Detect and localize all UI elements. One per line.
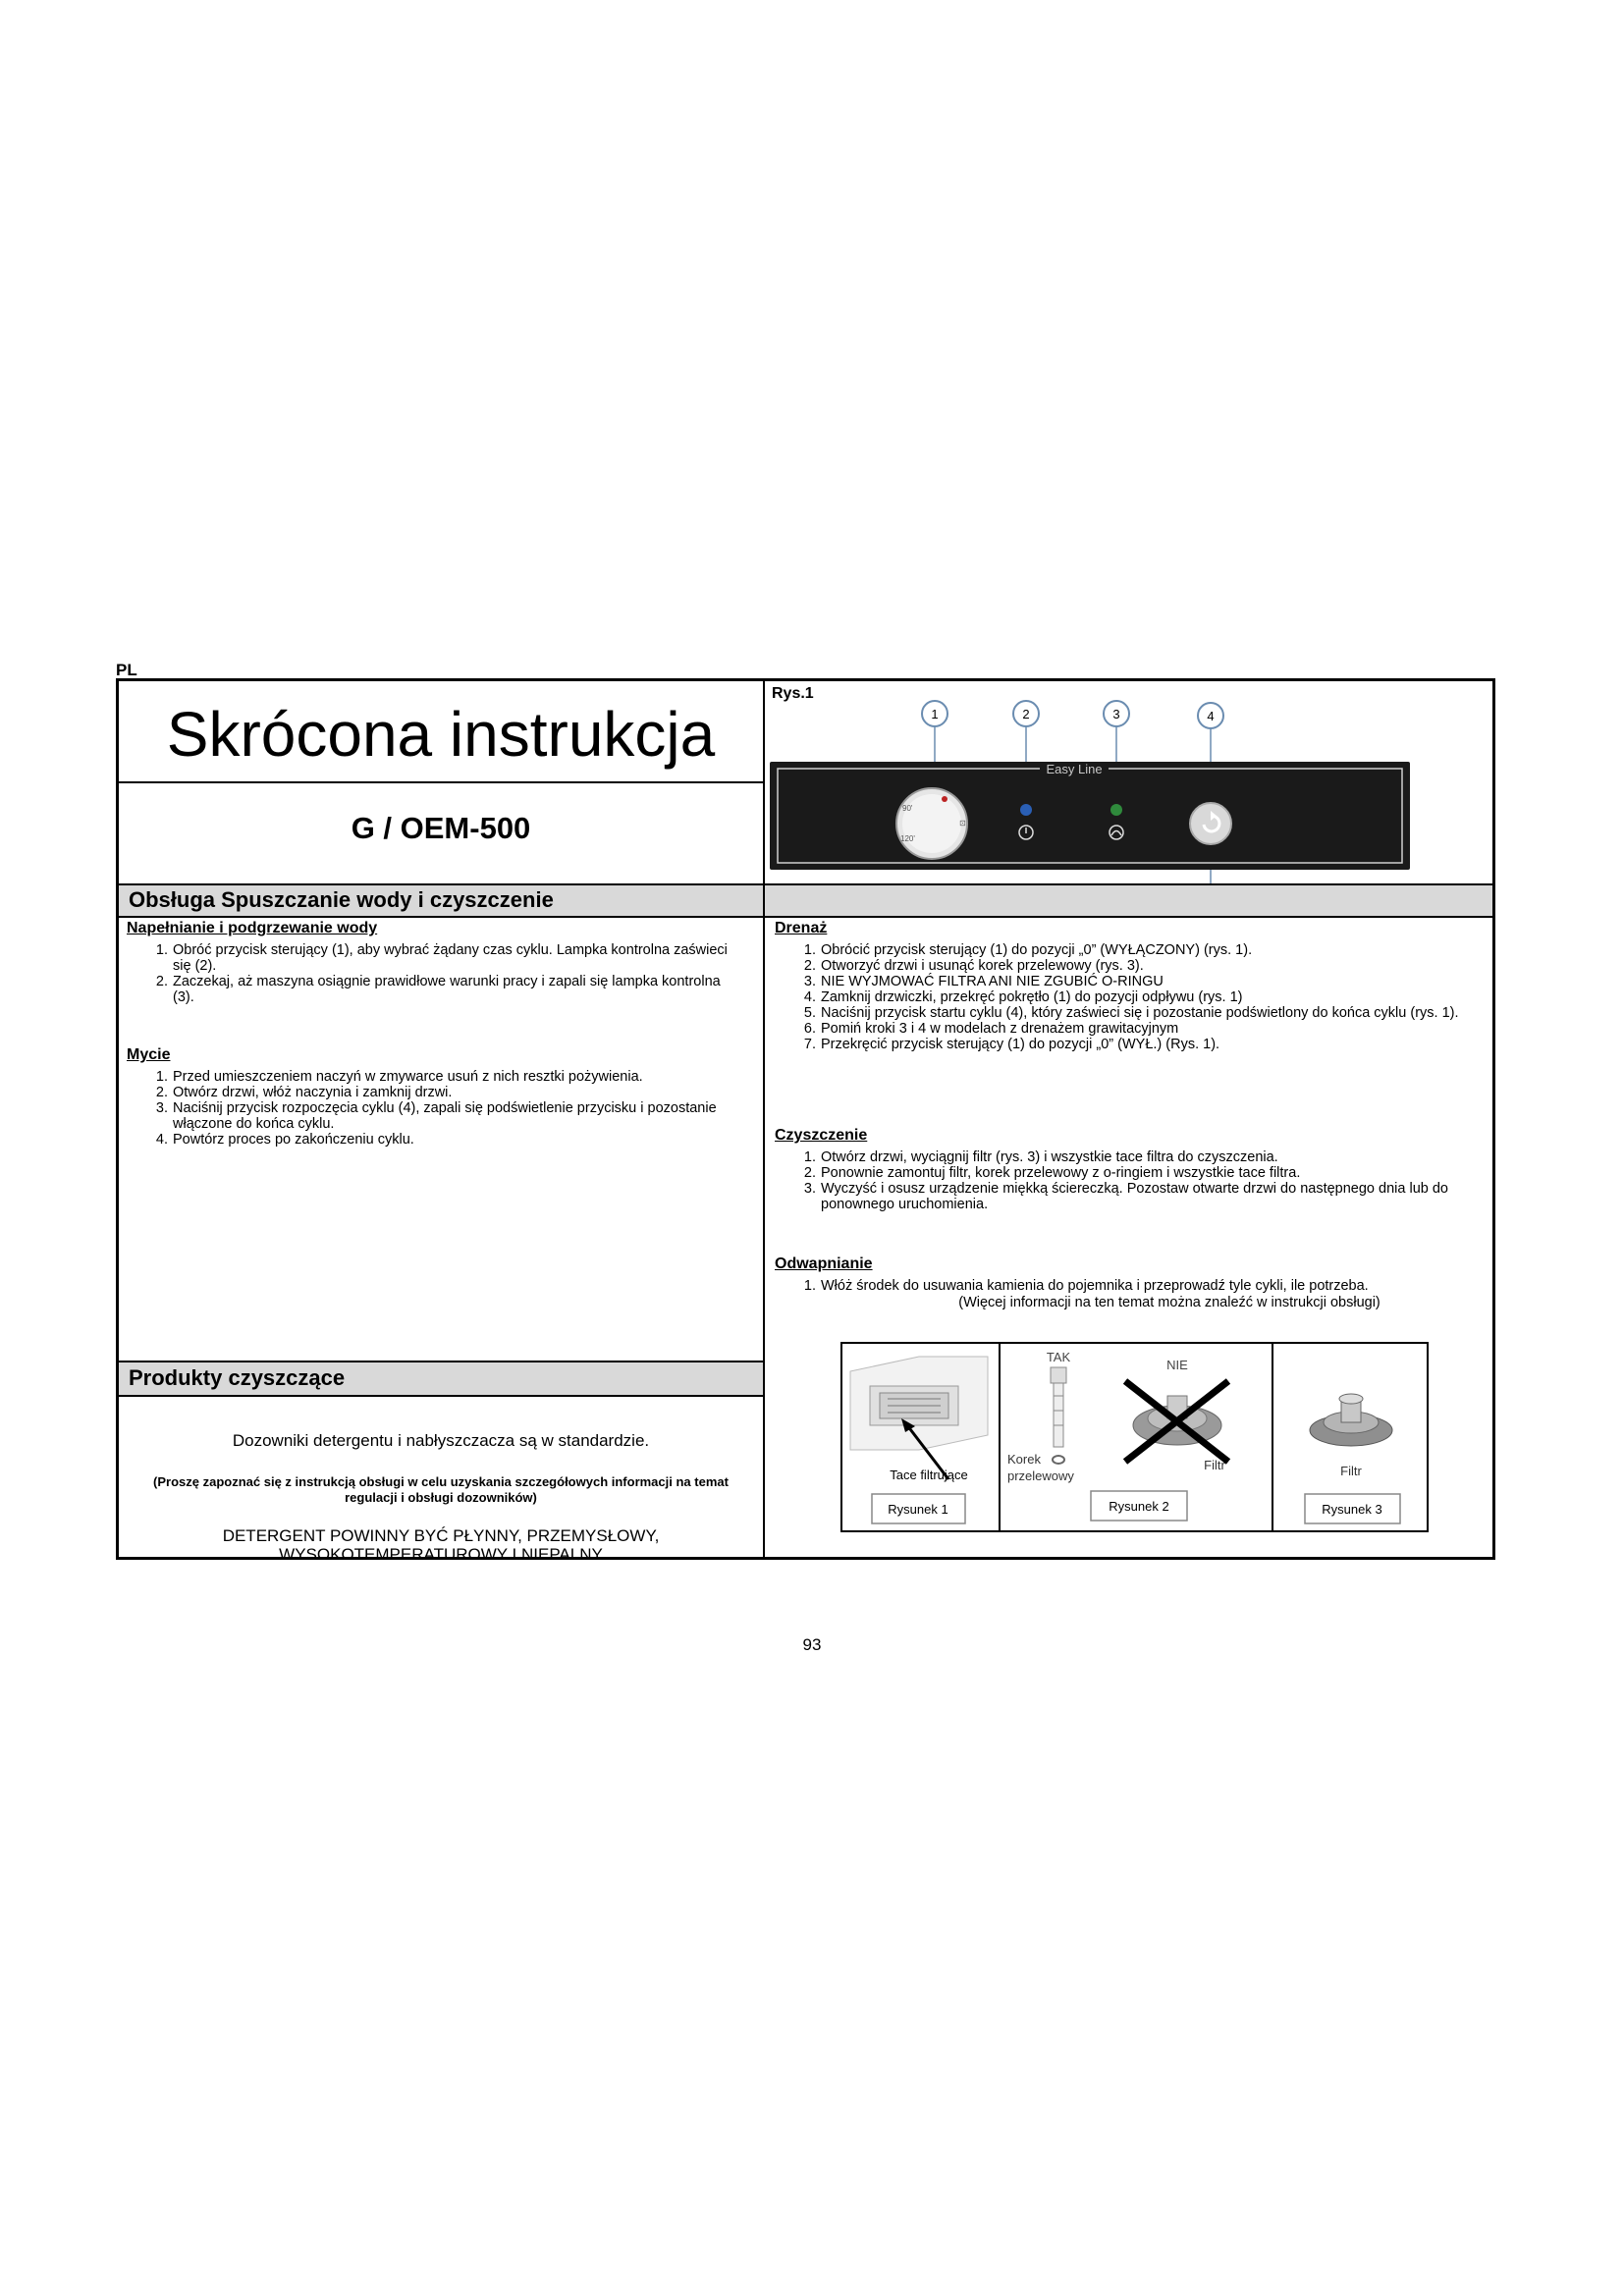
fig1-caption: Rysunek 1 — [888, 1502, 948, 1517]
heading-descaling: Odwapnianie — [775, 1255, 873, 1272]
list-item: 1. Przed umieszczeniem naczyń w zmywarce usuń z nich resztki pożywienia. — [155, 1069, 643, 1085]
heading-filling: Napełnianie i podgrzewanie wody — [127, 920, 378, 936]
divider-section — [119, 916, 1492, 918]
list-item: 7. Przekręcić przycisk sterujący (1) do pozycji „0” (WYŁ.) (Rys. 1). — [803, 1037, 1220, 1052]
list-item: 3. Wyczyść i osusz urządzenie miękką ściereczką. Pozostaw otwarte drzwi do następnego dnia lub do ponownego uruchomienia. — [803, 1181, 1448, 1212]
divider-products-bottom — [119, 1395, 763, 1397]
descaling-list — [796, 1278, 1484, 1294]
list-item: 1. Włóż środek do usuwania kamienia do pojemnika i przeprowadź tyle cykli, ile potrzeba. — [803, 1278, 1369, 1294]
svg-text:90': 90' — [902, 804, 913, 813]
svg-text:2: 2 — [1022, 707, 1030, 721]
start-button — [1190, 803, 1231, 844]
fig2-przelewowy: przelewowy — [1007, 1468, 1074, 1483]
figure-label-rys1: Rys.1 — [772, 685, 814, 702]
divider-title — [119, 781, 763, 783]
fig3-filtr: Filtr — [1340, 1464, 1362, 1478]
list-item: 1. Obróć przycisk sterujący (1), aby wybrać żądany czas cyklu. Lampka kontrolna zaświeci się (2). — [155, 942, 728, 974]
section-title-operation: Obsługa Spuszczanie wody i czyszczenie — [129, 887, 554, 912]
svg-text:4: 4 — [1207, 709, 1215, 723]
products-line-detergent-2: WYSOKOTEMPERATUROWY I NIEPALNY — [279, 1545, 603, 1564]
cleaning-list — [796, 1149, 1484, 1212]
list-item: 2. Otworzyć drzwi i usunąć korek przelewowy (rys. 3). — [803, 958, 1144, 974]
led-temperature — [1110, 804, 1122, 816]
callout-4 — [1198, 703, 1223, 728]
washing-list — [148, 1069, 737, 1148]
quick-guide-frame — [116, 678, 1495, 1564]
list-item: 2. Ponownie zamontuj filtr, korek przelewowy z o-ringiem i wszystkie tace filtra. — [803, 1165, 1301, 1181]
drain-list — [796, 942, 1484, 1052]
list-item: 4. Zamknij drzwiczki, przekręć pokrętło (1) do pozycji odpływu (rys. 1) — [803, 989, 1243, 1005]
products-line-note: (Proszę zapoznać się z instrukcją obsługi w celu uzyskania szczegółowych informacji na temat regulacji i obsługi dozowników) — [153, 1474, 729, 1505]
list-item: 4. Powtórz proces po zakończeniu cyklu. — [155, 1132, 414, 1148]
products-line-dispensers: Dozowniki detergentu i nabłyszczacza są w standardzie. — [232, 1431, 650, 1450]
fig2-nie: NIE — [1166, 1358, 1188, 1372]
svg-text:120': 120' — [900, 834, 915, 843]
document-title: Skrócona instrukcja — [166, 699, 716, 770]
svg-text:1: 1 — [931, 707, 939, 721]
list-item: 1. Otwórz drzwi, wyciągnij filtr (rys. 3) i wszystkie tace filtra do czyszczenia. — [803, 1149, 1278, 1165]
control-panel — [770, 762, 1410, 870]
section-bar-right — [765, 885, 1492, 916]
heading-cleaning: Czyszczenie — [775, 1127, 868, 1144]
fig2-tak: TAK — [1046, 1350, 1071, 1364]
filling-list — [148, 942, 737, 1005]
svg-text:⊡: ⊡ — [959, 819, 966, 828]
list-item: 3. Naciśnij przycisk rozpoczęcia cyklu (4), zapali się podświetlenie przycisku i pozostanie włączone do końca cyklu. — [155, 1100, 717, 1132]
heading-washing: Mycie — [127, 1046, 171, 1063]
fig2-caption: Rysunek 2 — [1109, 1499, 1169, 1514]
products-line-detergent-1: DETERGENT POWINNY BYĆ PŁYNNY, PRZEMYSŁOWY, — [222, 1526, 660, 1545]
list-item: 2. Zaczekaj, aż maszyna osiągnie prawidłowe warunki pracy i zapali się lampka kontrolna (3). — [155, 974, 721, 1005]
language-code: PL — [116, 661, 137, 679]
heading-drain: Drenaż — [775, 920, 828, 936]
page-number: 93 — [802, 1635, 822, 1654]
figures-strip — [840, 1342, 1430, 1534]
fig3-caption: Rysunek 3 — [1322, 1502, 1382, 1517]
fig2-korek: Korek — [1007, 1452, 1041, 1467]
list-item: 3. NIE WYJMOWAĆ FILTRA ANI NIE ZGUBIĆ O-RINGU — [803, 974, 1164, 989]
descaling-note: (Więcej informacji na ten temat można znaleźć w instrukcji obsługi) — [958, 1295, 1380, 1310]
list-item: 2. Otwórz drzwi, włóż naczynia i zamknij drzwi. — [155, 1085, 453, 1100]
svg-text:3: 3 — [1112, 707, 1120, 721]
callout-3 — [1104, 701, 1129, 726]
model-name: G / OEM-500 — [351, 811, 531, 845]
panel-brand: Easy Line — [1046, 762, 1103, 776]
control-panel-figure — [765, 681, 1492, 883]
callout-2 — [1013, 701, 1039, 726]
fig1-label: Tace filtrujące — [890, 1468, 968, 1482]
callout-1 — [922, 701, 947, 726]
fig2-filtr: Filtr — [1204, 1458, 1225, 1472]
list-item: 1. Obrócić przycisk sterujący (1) do pozycji „0” (WYŁĄCZONY) (rys. 1). — [803, 942, 1253, 958]
led-power — [1020, 804, 1032, 816]
section-title-products: Produkty czyszczące — [129, 1365, 346, 1390]
list-item: 6. Pomiń kroki 3 i 4 w modelach z drenażem grawitacyjnym — [803, 1021, 1179, 1037]
list-item: 5. Naciśnij przycisk startu cyklu (4), który zaświeci się i pozostanie podświetlony do końca cyklu (rys. 1). — [803, 1005, 1459, 1021]
